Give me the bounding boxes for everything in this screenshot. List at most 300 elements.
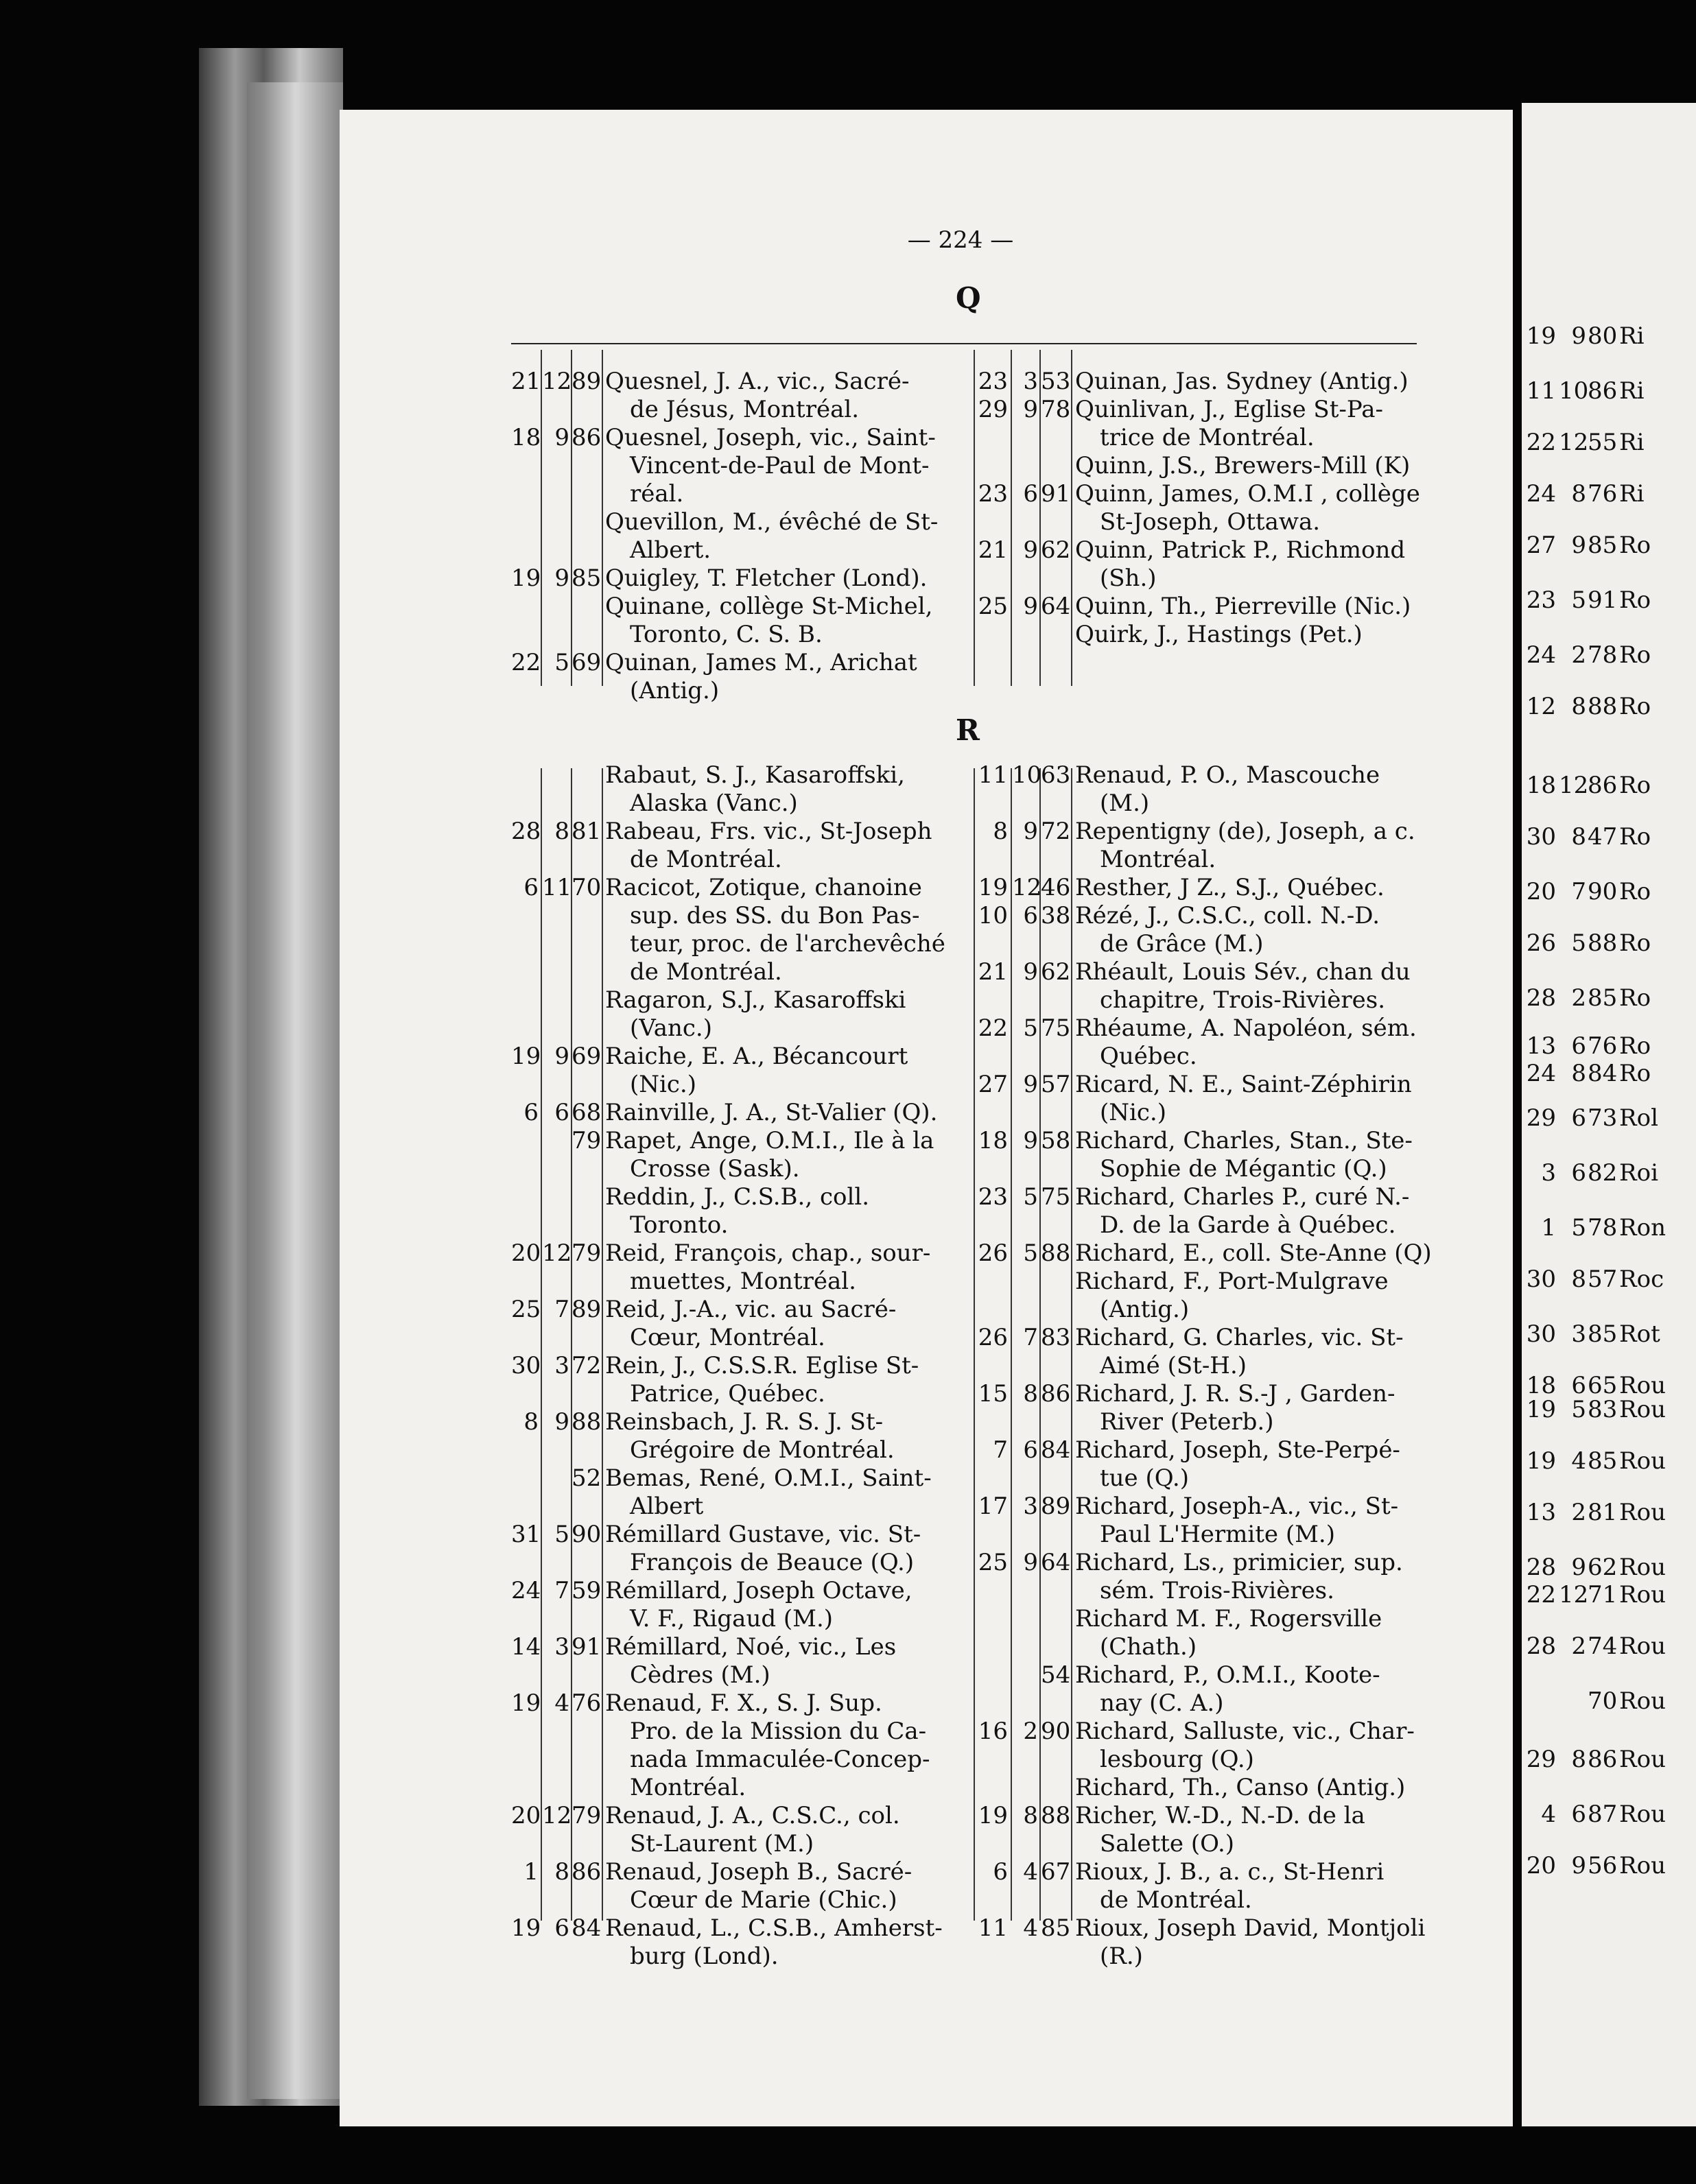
directory-entry xyxy=(511,593,950,649)
entry-line: Richard, Charles P., curé N.- xyxy=(1075,1183,1410,1211)
entry-line: Richer, W.-D., N.-D. de la xyxy=(1075,1802,1365,1829)
right-page-c: 88 xyxy=(1588,929,1618,957)
right-page-a: 30 xyxy=(1526,1266,1556,1293)
entry-text xyxy=(1075,1493,1398,1549)
entry-line: Grégoire de Montréal. xyxy=(630,1436,895,1464)
right-page-b: 2 xyxy=(1571,984,1586,1012)
right-page-t: Ro xyxy=(1619,532,1651,559)
entry-text xyxy=(605,818,932,874)
entry-line: Richard, Charles, Stan., Ste- xyxy=(1075,1127,1413,1154)
directory-entry xyxy=(978,1549,1417,1605)
entry-month: 4 xyxy=(1023,1858,1038,1886)
right-page-b: 2 xyxy=(1571,641,1586,669)
directory-entry xyxy=(978,1071,1417,1127)
entry-year: 62 xyxy=(1041,958,1071,986)
entry-line: teur, proc. de l'archevêché xyxy=(630,930,945,958)
entry-line: Repentigny (de), Joseph, a c. xyxy=(1075,818,1415,845)
entry-line: de Montréal. xyxy=(630,958,782,986)
right-page-fragment xyxy=(1522,103,1696,2126)
entry-text xyxy=(1075,1718,1415,1774)
right-page-b: 12 xyxy=(1559,1581,1589,1609)
entry-year: 62 xyxy=(1041,536,1071,564)
right-page-c: 57 xyxy=(1588,1266,1618,1293)
entry-year: 69 xyxy=(572,1043,602,1070)
entry-day: 24 xyxy=(511,1577,541,1604)
right-page-c: 83 xyxy=(1588,1396,1618,1423)
right-page-t: Roi xyxy=(1619,1159,1658,1187)
entry-year: 67 xyxy=(1041,1858,1071,1886)
right-page-c: 88 xyxy=(1588,693,1618,720)
right-page-a: 1 xyxy=(1541,1214,1556,1242)
right-page-b: 12 xyxy=(1559,772,1589,799)
right-page-b: 5 xyxy=(1571,1214,1586,1242)
right-page-t: Ron xyxy=(1619,1214,1666,1242)
entry-day: 7 xyxy=(993,1436,1008,1464)
right-page-c: 76 xyxy=(1588,1032,1618,1060)
entry-line: Richard, Joseph, Ste-Perpé- xyxy=(1075,1436,1400,1464)
directory-entry xyxy=(511,1521,950,1577)
entry-year: 78 xyxy=(1041,396,1071,423)
right-page-c: 76 xyxy=(1588,480,1618,508)
entry-year: 70 xyxy=(572,874,602,901)
right-page-b: 5 xyxy=(1571,929,1586,957)
entry-text xyxy=(1075,452,1410,480)
entry-day: 1 xyxy=(523,1858,539,1886)
entry-year: 53 xyxy=(1041,368,1071,395)
right-page-a: 22 xyxy=(1526,429,1556,456)
right-page-t: Rou xyxy=(1619,1581,1666,1609)
right-page-c: 62 xyxy=(1588,1554,1618,1581)
directory-entry xyxy=(978,902,1417,958)
entry-line: Cœur, Montréal. xyxy=(630,1324,825,1351)
entry-line: Albert xyxy=(630,1493,704,1520)
entry-month: 12 xyxy=(1012,874,1042,901)
entry-day: 8 xyxy=(523,1408,539,1436)
entry-line: Sophie de Mégantic (Q.) xyxy=(1100,1155,1387,1183)
entry-line: Renaud, P. O., Mascouche xyxy=(1075,761,1380,789)
entry-month: 6 xyxy=(554,1914,569,1942)
right-page-a: 13 xyxy=(1526,1499,1556,1526)
entry-line: Rabaut, S. J., Kasaroffski, xyxy=(605,761,905,789)
entry-text xyxy=(1075,1268,1389,1324)
directory-entry xyxy=(978,1183,1417,1239)
entry-text xyxy=(1075,1324,1404,1380)
entry-text xyxy=(1075,1549,1403,1605)
directory-entry xyxy=(978,368,1417,396)
right-page-c: 78 xyxy=(1588,641,1618,669)
entry-line: de Grâce (M.) xyxy=(1100,930,1264,958)
section-rule xyxy=(511,343,1417,344)
entry-line: Ragaron, S.J., Kasaroffski xyxy=(605,986,906,1014)
entry-year: 79 xyxy=(572,1127,602,1154)
entry-text xyxy=(605,1464,932,1521)
entry-text xyxy=(1075,621,1363,649)
directory-entry xyxy=(511,1914,950,1971)
section-letter-q: Q xyxy=(956,281,981,315)
entry-day: 21 xyxy=(511,368,541,395)
entry-day: 11 xyxy=(978,1914,1008,1942)
right-page-t: Ro xyxy=(1619,823,1651,851)
entry-text xyxy=(605,1521,921,1577)
entry-line: Quinane, collège St-Michel, xyxy=(605,593,933,620)
entry-year: 46 xyxy=(1041,874,1071,901)
right-page-a: 28 xyxy=(1526,984,1556,1012)
entry-day: 23 xyxy=(978,1183,1008,1211)
right-page-c: 85 xyxy=(1588,1447,1618,1475)
right-page-t: Ro xyxy=(1619,929,1651,957)
entry-text xyxy=(1075,536,1405,593)
section-letter-r: R xyxy=(956,713,980,747)
right-page-t: Rou xyxy=(1619,1633,1666,1660)
entry-line: Rézé, J., C.S.C., coll. N.-D. xyxy=(1075,902,1380,929)
entry-line: Quesnel, J. A., vic., Sacré- xyxy=(605,368,910,395)
entry-day: 19 xyxy=(978,1802,1008,1829)
entry-line: Rémillard, Joseph Octave, xyxy=(605,1577,912,1604)
right-page-c: 71 xyxy=(1588,1581,1618,1609)
right-page-c: 80 xyxy=(1588,322,1618,350)
entry-month: 9 xyxy=(554,424,569,451)
right-page-a: 26 xyxy=(1526,929,1556,957)
entry-line: Alaska (Vanc.) xyxy=(630,790,798,817)
entry-line: Rioux, J. B., a. c., St-Henri xyxy=(1075,1858,1385,1886)
entry-line: Richard, J. R. S.-J , Garden- xyxy=(1075,1380,1395,1408)
right-page-b: 8 xyxy=(1571,693,1586,720)
right-page-t: Rou xyxy=(1619,1499,1666,1526)
right-page-c: 74 xyxy=(1588,1633,1618,1660)
right-page-c: 86 xyxy=(1588,377,1618,405)
entry-year: 75 xyxy=(1041,1014,1071,1042)
entry-day: 22 xyxy=(511,649,541,676)
entry-month: 6 xyxy=(1023,902,1038,929)
directory-entry xyxy=(978,593,1417,621)
entry-line: nada Immaculée-Concep- xyxy=(630,1746,930,1773)
entry-year: 86 xyxy=(572,1858,602,1886)
entry-line: Rhéaume, A. Napoléon, sém. xyxy=(1075,1014,1417,1042)
entry-text xyxy=(605,1633,896,1689)
entry-line: Reddin, J., C.S.B., coll. xyxy=(605,1183,870,1211)
entry-day: 18 xyxy=(978,1127,1008,1154)
entry-line: Renaud, F. X., S. J. Sup. xyxy=(605,1689,882,1717)
directory-entry xyxy=(511,1099,950,1127)
right-page-b: 8 xyxy=(1571,1746,1586,1773)
entry-month: 5 xyxy=(1023,1014,1038,1042)
entry-line: Renaud, Joseph B., Sacré- xyxy=(605,1858,912,1886)
entry-month: 9 xyxy=(1023,1549,1038,1576)
entry-month: 12 xyxy=(542,1239,572,1267)
directory-entry xyxy=(511,874,950,986)
right-page-b: 10 xyxy=(1559,377,1589,405)
directory-entry xyxy=(978,1914,1426,1971)
entry-line: Patrice, Québec. xyxy=(630,1380,825,1408)
entry-day: 18 xyxy=(511,424,541,451)
entry-line: Richard, E., coll. Ste-Anne (Q) xyxy=(1075,1239,1432,1267)
entry-text xyxy=(605,1239,930,1296)
right-page-a: 18 xyxy=(1526,1372,1556,1399)
entry-line: Aimé (St-H.) xyxy=(1100,1352,1247,1379)
entry-text xyxy=(1075,1239,1432,1268)
directory-entry xyxy=(978,1324,1417,1380)
right-page-a: 23 xyxy=(1526,586,1556,614)
entry-year: 90 xyxy=(1041,1718,1071,1745)
entry-line: Quinan, Jas. Sydney (Antig.) xyxy=(1075,368,1409,395)
entry-line: (Chath.) xyxy=(1100,1633,1197,1661)
entry-day: 21 xyxy=(978,958,1008,986)
entry-line: (Antig.) xyxy=(630,677,720,704)
entry-year: 86 xyxy=(572,424,602,451)
entry-line: Vincent-de-Paul de Mont- xyxy=(630,452,930,479)
entry-line: Renaud, J. A., C.S.C., col. xyxy=(605,1802,900,1829)
directory-entry xyxy=(511,508,950,565)
entry-line: Quesnel, Joseph, vic., Saint- xyxy=(605,424,936,451)
entry-text xyxy=(1075,368,1409,396)
entry-day: 22 xyxy=(978,1014,1008,1042)
right-page-b: 9 xyxy=(1571,1852,1586,1879)
entry-line: muettes, Montréal. xyxy=(630,1268,856,1295)
entry-day: 15 xyxy=(978,1380,1008,1408)
entry-year: 54 xyxy=(1041,1661,1071,1689)
directory-entry xyxy=(978,1661,1417,1718)
right-page-a: 24 xyxy=(1526,641,1556,669)
entry-month: 4 xyxy=(554,1689,569,1717)
right-page-c: 84 xyxy=(1588,1060,1618,1087)
entry-year: 68 xyxy=(572,1099,602,1126)
right-page-b: 12 xyxy=(1559,429,1589,456)
entry-day: 14 xyxy=(511,1633,541,1661)
entry-line: (M.) xyxy=(1100,790,1150,817)
right-page-t: Ri xyxy=(1619,429,1645,456)
directory-entry xyxy=(978,452,1417,480)
entry-year: 91 xyxy=(1041,480,1071,508)
right-page-t: Rou xyxy=(1619,1447,1666,1475)
right-page-c: 85 xyxy=(1588,1320,1618,1348)
entry-month: 11 xyxy=(542,874,572,901)
entry-line: Quinan, James M., Arichat xyxy=(605,649,917,676)
right-page-a: 28 xyxy=(1526,1554,1556,1581)
right-page-a: 29 xyxy=(1526,1746,1556,1773)
entry-line: Cèdres (M.) xyxy=(630,1661,770,1689)
entry-year: 75 xyxy=(1041,1183,1071,1211)
entry-text xyxy=(1075,1127,1413,1183)
entry-text xyxy=(605,565,927,593)
right-page-b: 4 xyxy=(1571,1447,1586,1475)
entry-line: St-Laurent (M.) xyxy=(630,1830,814,1857)
entry-line: Rabeau, Frs. vic., St-Joseph xyxy=(605,818,932,845)
entry-month: 5 xyxy=(1023,1239,1038,1267)
right-page-b: 9 xyxy=(1571,532,1586,559)
book-edge xyxy=(247,82,343,2099)
entry-line: St-Joseph, Ottawa. xyxy=(1100,508,1321,536)
right-page-t: Rot xyxy=(1619,1320,1660,1348)
entry-text xyxy=(605,1914,943,1971)
right-page-a: 4 xyxy=(1541,1801,1556,1828)
entry-month: 3 xyxy=(554,1352,569,1379)
entry-line: Racicot, Zotique, chanoine xyxy=(605,874,922,901)
right-page-a: 19 xyxy=(1526,322,1556,350)
right-page-b: 6 xyxy=(1571,1801,1586,1828)
right-page-c: 85 xyxy=(1588,984,1618,1012)
entry-year: 83 xyxy=(1041,1324,1071,1351)
column-rule xyxy=(974,350,975,686)
right-page-b: 8 xyxy=(1571,480,1586,508)
entry-line: Montréal. xyxy=(630,1774,746,1801)
directory-entry xyxy=(978,621,1417,649)
directory-entry xyxy=(511,1689,950,1802)
directory-entry xyxy=(511,1633,950,1689)
entry-month: 6 xyxy=(1023,480,1038,508)
entry-year: 72 xyxy=(1041,818,1071,845)
entry-day: 20 xyxy=(511,1802,541,1829)
entry-month: 10 xyxy=(1012,761,1042,789)
entry-year: 85 xyxy=(1041,1914,1071,1942)
entry-year: 84 xyxy=(1041,1436,1071,1464)
entry-line: Quinn, James, O.M.I , collège xyxy=(1075,480,1420,508)
directory-entry xyxy=(978,1605,1417,1661)
entry-line: Crosse (Sask). xyxy=(630,1155,800,1183)
entry-day: 19 xyxy=(511,1689,541,1717)
right-page-t: Ri xyxy=(1619,480,1645,508)
right-page-a: 19 xyxy=(1526,1447,1556,1475)
entry-text xyxy=(1075,396,1383,452)
entry-text xyxy=(605,368,909,424)
right-page-t: Ro xyxy=(1619,586,1651,614)
entry-year: 79 xyxy=(572,1239,602,1267)
entry-month: 9 xyxy=(1023,593,1038,620)
directory-entry xyxy=(978,1718,1417,1774)
right-page-t: Rou xyxy=(1619,1801,1666,1828)
right-page-b: 5 xyxy=(1571,1396,1586,1423)
entry-day: 29 xyxy=(978,396,1008,423)
entry-text xyxy=(1075,958,1411,1014)
entry-line: Richard, G. Charles, vic. St- xyxy=(1075,1324,1404,1351)
entry-line: trice de Montréal. xyxy=(1100,424,1315,451)
entry-line: Rhéault, Louis Sév., chan du xyxy=(1075,958,1411,986)
entry-year: 88 xyxy=(1041,1802,1071,1829)
entry-month: 5 xyxy=(1023,1183,1038,1211)
directory-entry xyxy=(978,1380,1417,1436)
entry-line: Resther, J Z., S.J., Québec. xyxy=(1075,874,1385,901)
entry-year: 72 xyxy=(572,1352,602,1379)
entry-text xyxy=(605,1352,919,1408)
entry-year: 69 xyxy=(572,649,602,676)
right-page-b: 9 xyxy=(1571,322,1586,350)
entry-day: 26 xyxy=(978,1324,1008,1351)
right-page-c: 90 xyxy=(1588,878,1618,905)
directory-entry xyxy=(511,818,950,874)
entry-line: (Antig.) xyxy=(1100,1296,1190,1323)
entry-text xyxy=(605,1408,895,1464)
entry-line: Albert. xyxy=(630,536,711,564)
entry-line: Quigley, T. Fletcher (Lond). xyxy=(605,565,928,592)
entry-month: 7 xyxy=(1023,1324,1038,1351)
right-page-t: Ro xyxy=(1619,984,1651,1012)
entry-line: Reid, J.-A., vic. au Sacré- xyxy=(605,1296,897,1323)
directory-entry xyxy=(978,818,1417,874)
entry-line: chapitre, Trois-Rivières. xyxy=(1100,986,1386,1014)
entry-line: Quinn, Th., Pierreville (Nic.) xyxy=(1075,593,1411,620)
entry-line: Rémillard Gustave, vic. St- xyxy=(605,1521,921,1548)
entry-day: 19 xyxy=(511,1914,541,1942)
entry-text xyxy=(1075,1436,1400,1493)
right-page-a: 24 xyxy=(1526,480,1556,508)
entry-line: Quinn, Patrick P., Richmond xyxy=(1075,536,1406,564)
directory-entry xyxy=(978,1493,1417,1549)
directory-entry xyxy=(511,1043,950,1099)
entry-text xyxy=(1075,1802,1365,1858)
right-page-t: Ro xyxy=(1619,641,1651,669)
entry-line: de Jésus, Montréal. xyxy=(630,396,860,423)
entry-line: D. de la Garde à Québec. xyxy=(1100,1211,1396,1239)
entry-month: 7 xyxy=(554,1577,569,1604)
entry-line: Reid, François, chap., sour- xyxy=(605,1239,931,1267)
right-page-b: 2 xyxy=(1571,1499,1586,1526)
entry-day: 20 xyxy=(511,1239,541,1267)
entry-month: 9 xyxy=(1023,818,1038,845)
entry-text xyxy=(605,1802,900,1858)
entry-year: 64 xyxy=(1041,1549,1071,1576)
right-page-t: Ro xyxy=(1619,878,1651,905)
entry-year: 81 xyxy=(572,818,602,845)
entry-day: 26 xyxy=(978,1239,1008,1267)
entry-text xyxy=(605,593,932,649)
entry-line: sém. Trois-Rivières. xyxy=(1100,1577,1334,1604)
right-page-b: 3 xyxy=(1571,1320,1586,1348)
entry-line: Raiche, E. A., Bécancourt xyxy=(605,1043,908,1070)
right-page-c: 85 xyxy=(1588,532,1618,559)
entry-text xyxy=(1075,1605,1382,1661)
entry-line: Richard, Ls., primicier, sup. xyxy=(1075,1549,1403,1576)
right-page-c: 81 xyxy=(1588,1499,1618,1526)
entry-year: 89 xyxy=(572,1296,602,1323)
entry-month: 8 xyxy=(554,818,569,845)
entry-text xyxy=(605,1858,912,1914)
entry-year: 88 xyxy=(572,1408,602,1436)
entry-year: 88 xyxy=(1041,1239,1071,1267)
entry-line: Paul L'Hermite (M.) xyxy=(1100,1521,1336,1548)
entry-line: Montréal. xyxy=(1100,846,1216,873)
directory-entry xyxy=(511,1127,950,1183)
entry-line: de Montréal. xyxy=(630,846,782,873)
entry-day: 6 xyxy=(523,1099,539,1126)
right-page-a: 3 xyxy=(1541,1159,1556,1187)
directory-entry xyxy=(511,565,950,593)
entry-text xyxy=(605,1127,934,1183)
entry-month: 9 xyxy=(1023,536,1038,564)
entry-year: 84 xyxy=(572,1914,602,1942)
directory-entry xyxy=(978,1127,1417,1183)
directory-entry xyxy=(511,1183,950,1239)
entry-year: 86 xyxy=(1041,1380,1071,1408)
entry-year: 76 xyxy=(572,1689,602,1717)
entry-month: 3 xyxy=(1023,1493,1038,1520)
entry-text xyxy=(1075,593,1411,621)
right-page-b: 8 xyxy=(1571,823,1586,851)
entry-day: 25 xyxy=(978,1549,1008,1576)
entry-line: nay (C. A.) xyxy=(1100,1689,1224,1717)
right-page-c: 47 xyxy=(1588,823,1618,851)
entry-line: (R.) xyxy=(1100,1943,1143,1970)
right-page-c: 65 xyxy=(1588,1372,1618,1399)
entry-text xyxy=(1075,1014,1417,1071)
entry-line: (Nic.) xyxy=(1100,1099,1167,1126)
entry-day: 27 xyxy=(978,1071,1008,1098)
entry-day: 28 xyxy=(511,818,541,845)
entry-day: 19 xyxy=(978,874,1008,901)
entry-day: 25 xyxy=(511,1296,541,1323)
entry-text xyxy=(1075,1183,1409,1239)
right-page-t: Ri xyxy=(1619,377,1645,405)
entry-text xyxy=(605,761,905,818)
directory-entry xyxy=(978,1239,1432,1268)
